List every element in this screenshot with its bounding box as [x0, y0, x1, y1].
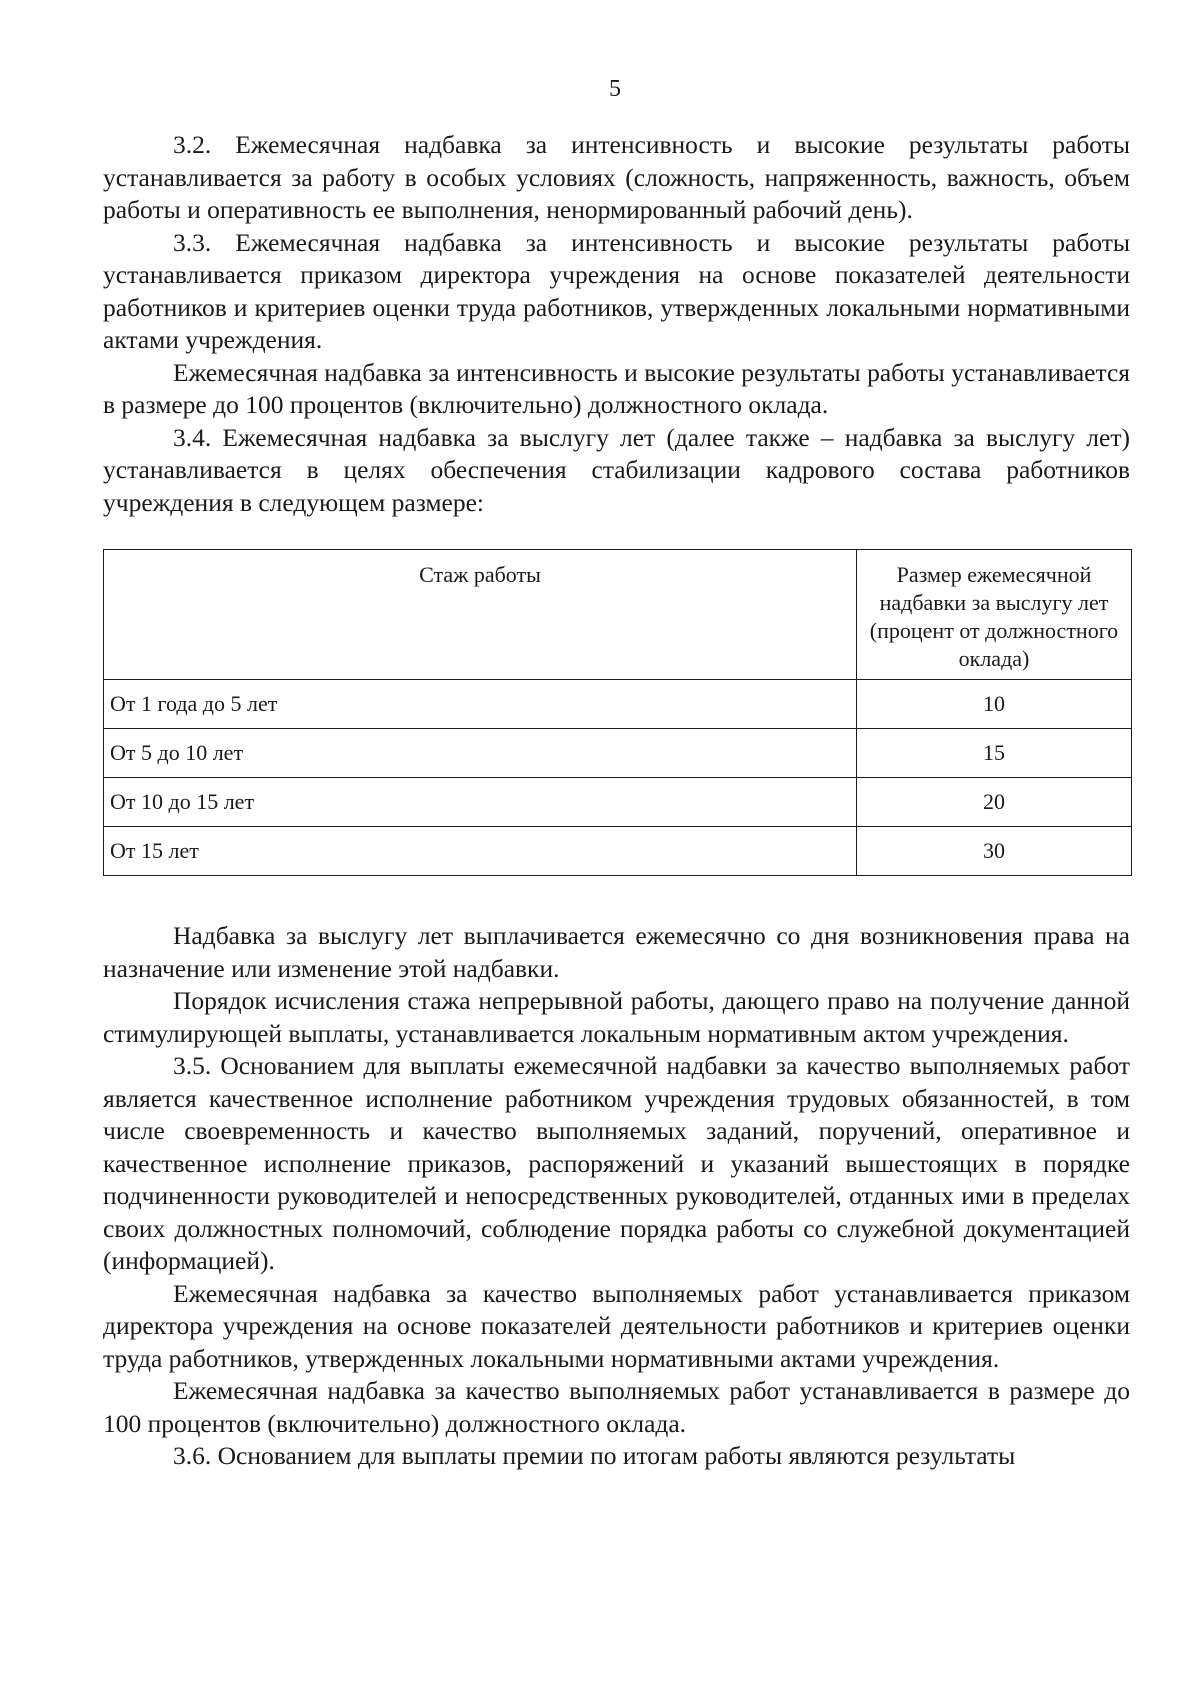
table-row — [104, 680, 1132, 729]
seniority-table — [103, 549, 1132, 876]
cell-stazh: От 15 лет — [104, 827, 857, 876]
cell-stazh: От 1 года до 5 лет — [104, 680, 857, 729]
cell-value: 20 — [857, 778, 1132, 827]
table-row — [104, 778, 1132, 827]
header-razmer: Размер ежемесячной надбавки за выслугу лет (процент от должностного оклада) — [857, 550, 1132, 680]
page-number: 5 — [609, 76, 621, 102]
cell-stazh: От 10 до 15 лет — [104, 778, 857, 827]
cell-stazh: От 5 до 10 лет — [104, 729, 857, 778]
paragraph-3-5-order: Ежемесячная надбавка за качество выполняемых работ устанавливается приказом директора учреждения на основе показателей деятельности работников и критериев оценки труда работников, утвержденных локальными нормативными актами учреждения. — [103, 1278, 1130, 1373]
paragraph-3-3: 3.3. Ежемесячная надбавка за интенсивность и высокие результаты работы устанавливается приказом директора учреждения на основе показателей деятельности работников и критериев оценки труда работников, утвержденных локальными нормативными актами учреждения. — [103, 227, 1130, 354]
cell-value: 10 — [857, 680, 1132, 729]
cell-value: 15 — [857, 729, 1132, 778]
paragraph-3-4: 3.4. Ежемесячная надбавка за выслугу лет (далее также – надбавка за выслугу лет) устанавливается в целях обеспечения стабилизации кадрового состава работников учреждения в следующем размере: — [103, 422, 1130, 517]
text-block-top — [103, 129, 1130, 519]
table-row — [104, 729, 1132, 778]
cell-value: 30 — [857, 827, 1132, 876]
paragraph-3-3-size: Ежемесячная надбавка за интенсивность и высокие результаты работы устанавливается в размере до 100 процентов (включительно) должностного оклада. — [103, 357, 1130, 419]
paragraph-3-6: 3.6. Основанием для выплаты премии по итогам работы являются результаты — [173, 1441, 1016, 1470]
paragraph-3-2: 3.2. Ежемесячная надбавка за интенсивность и высокие результаты работы устанавливается за работу в особых условиях (сложность, напряженность, важность, объем работы и оперативность ее выполнения, ненормированный рабочий день). — [103, 130, 1130, 224]
table-row — [104, 827, 1132, 876]
table-header-row — [104, 550, 1132, 680]
paragraph-3-5: 3.5. Основанием для выплаты ежемесячной надбавки за качество выполняемых работ является качественное исполнение работником учреждения трудовых обязанностей, в том числе своевременность и качество выполняемых заданий, поручений, оперативное и качественное исполнение приказов, распоряжений и указаний вышестоящих в порядке подчиненности руководителей и непосредственных руководителей, отданных ими в пределах своих должностных полномочий, соблюдение порядка работы со служебной документацией (информацией). — [103, 1051, 1130, 1275]
paragraph-seniority-calc: Порядок исчисления стажа непрерывной работы, дающего право на получение данной стимулирующей выплаты, устанавливается локальным нормативным актом учреждения. — [103, 986, 1130, 1048]
header-stazh: Стаж работы — [104, 550, 857, 680]
paragraph-3-5-size: Ежемесячная надбавка за качество выполняемых работ устанавливается в размере до 100 процентов (включительно) должностного оклада. — [103, 1376, 1130, 1438]
text-block-bottom — [103, 920, 1130, 1473]
paragraph-seniority-payment: Надбавка за выслугу лет выплачивается ежемесячно со дня возникновения права на назначение или изменение этой надбавки. — [103, 921, 1130, 983]
